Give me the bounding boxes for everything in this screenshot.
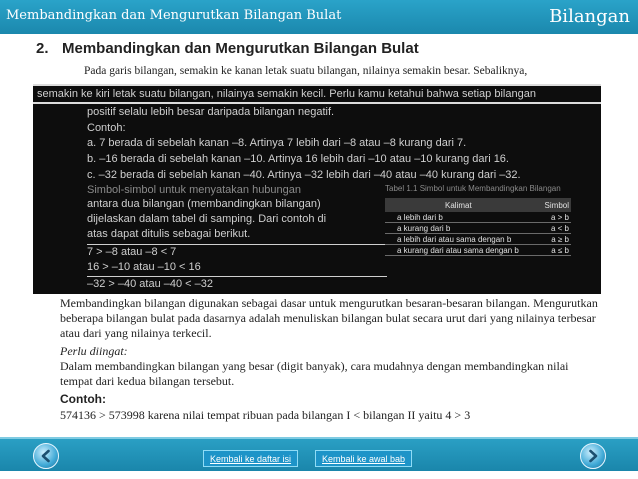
prev-button[interactable]	[33, 443, 59, 469]
scan-artifact	[33, 84, 601, 86]
table-cell: a < b	[550, 223, 569, 233]
heading-number: 2.	[36, 40, 49, 57]
back-to-chapter-link[interactable]: Kembali ke awal bab	[315, 450, 412, 467]
scan-line: c. –32 berada di sebelah kanan –40. Artinya –32 lebih dari –40 atau –40 kurang dari –32.	[87, 169, 521, 181]
page-title: Membandingkan dan Mengurutkan Bilangan Bulat	[6, 8, 342, 23]
scan-artifact	[87, 244, 387, 245]
heading-text: Membandingkan dan Mengurutkan Bilangan Bulat	[62, 40, 419, 57]
table-cell: a lebih dari atau sama dengan b	[397, 234, 512, 244]
note-label: Perlu diingat:	[60, 344, 128, 358]
scan-line: atas dapat ditulis sebagai berikut.	[87, 228, 251, 240]
table-row	[385, 212, 571, 223]
table-row	[385, 245, 571, 256]
symbol-table	[385, 198, 571, 256]
table-caption: Tabel 1.1 Simbol untuk Membandingkan Bilangan	[385, 184, 561, 193]
section-title: Bilangan	[549, 6, 630, 27]
scan-line: 16 > –10 atau –10 < 16	[87, 261, 201, 273]
table-header	[385, 198, 571, 212]
intro-text: Pada garis bilangan, semakin ke kanan letak suatu bilangan, nilainya semakin besar. Sebaliknya,	[84, 65, 528, 77]
table-cell: a lebih dari b	[397, 212, 443, 222]
top-bar	[0, 0, 638, 34]
scan-line: b. –16 berada di sebelah kanan –10. Artinya 16 lebih dari –10 atau –10 kurang dari 16.	[87, 153, 509, 165]
bottom-bar	[0, 437, 638, 471]
scan-line: antara dua bilangan (membandingkan bilangan)	[87, 198, 321, 210]
scan-line: dijelaskan dalam tabel di samping. Dari contoh di	[87, 213, 327, 225]
note-text: Dalam membandingkan bilangan yang besar (digit banyak), cara mudahnya dengan membandingkan nilai tempat dari kedua bilangan tersebut.	[60, 359, 569, 388]
table-cell: a ≤ b	[551, 245, 569, 255]
scanned-text-region	[33, 84, 601, 294]
scan-artifact	[33, 102, 601, 104]
body-text	[60, 296, 600, 423]
table-cell: a kurang dari b	[397, 223, 451, 233]
arrow-left-icon	[38, 448, 54, 464]
table-row	[385, 223, 571, 234]
content-heading	[36, 40, 419, 57]
table-cell: a > b	[550, 212, 569, 222]
next-button[interactable]	[580, 443, 606, 469]
scan-line: semakin ke kiri letak suatu bilangan, nilainya semakin kecil. Perlu kamu ketahui bahwa setiap bilangan	[37, 88, 536, 100]
scan-artifact	[87, 276, 387, 277]
example-text: 574136 > 573998 karena nilai tempat ribuan pada bilangan I < bilangan II yaitu 4 > 3	[60, 408, 471, 422]
scan-line: 7 > –8 atau –8 < 7	[87, 246, 177, 258]
scan-line: a. 7 berada di sebelah kanan –8. Artinya 7 lebih dari –8 atau –8 kurang dari 7.	[87, 137, 467, 149]
table-row	[385, 234, 571, 245]
table-header-cell: Simbol	[544, 200, 569, 210]
scan-line: –32 > –40 atau –40 < –32	[87, 278, 214, 290]
example-label: Contoh:	[60, 392, 106, 406]
table-cell: a ≥ b	[551, 234, 569, 244]
scan-line: Contoh:	[87, 122, 126, 134]
arrow-right-icon	[585, 448, 601, 464]
scan-line: Simbol-simbol untuk menyatakan hubungan	[87, 184, 302, 196]
scan-line: positif selalu lebih besar daripada bilangan negatif.	[87, 106, 335, 118]
paragraph: Membandingkan bilangan digunakan sebagai dasar untuk mengurutkan besaran-besaran bilangan. Mengurutkan beberapa bilangan bulat pada dasarnya adalah menuliskan bilangan bulat secara urut dari yang nilainya terbesar atau dari yang nilainya terkecil.	[60, 296, 598, 340]
table-header-cell: Kalimat	[445, 200, 472, 210]
table-cell: a kurang dari atau sama dengan b	[397, 245, 519, 255]
back-to-contents-link[interactable]: Kembali ke daftar isi	[203, 450, 298, 467]
